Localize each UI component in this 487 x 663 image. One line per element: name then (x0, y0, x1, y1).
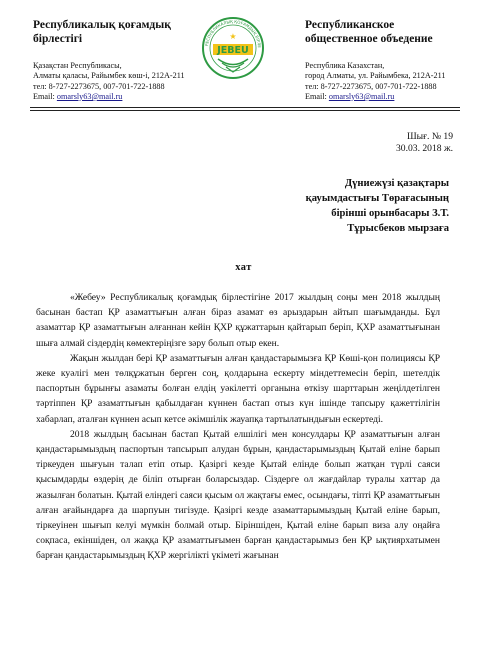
body-paragraph-3: 2018 жылдың басынан бастап Қытай елшілігі мен консулдары ҚР азаматтығын алған қандастарымыздың паспортын тапсырып алудан бұрын, қандастарымыздың Қытай еліне барып тіркеуден шығуын талап етіп отыр. Қазіргі кезде Қытай елінде болып жатқан түрлі саяси қысымдарды өздерің де біліп отырған боларсыздар. Сіздерге ол жағдайлар туралы хаттар да жазылған болатын. Қытай еліндегі саяси қысым ол жақтағы емес, осындағы, тіпті ҚР азаматтығын алған ағайындарға да шарпуын тигізуде. Қазіргі кезде азаматтарымыздың Қытай еліне барып, тіркеуінен шығып келуі мүмкін болмай отыр. Біріншіден, Қытай еліне барып виза алу оңайға соқпаса, екіншіден, ол жаққа ҚР азаматтығымен барған қандастарымыз бен ҚР ықтиярхатымен барған қандастарымыздың ҚХР жергілікті үкіметі жағынан (36, 428, 440, 562)
recipient-block (219, 176, 449, 236)
left-email-label: Email: (33, 91, 55, 101)
svg-text:★: ★ (229, 32, 237, 41)
jebeu-emblem-icon (200, 12, 266, 92)
right-email-link[interactable]: omarsly63@mail.ru (328, 91, 395, 101)
left-email-link[interactable]: omarsly63@mail.ru (56, 91, 123, 101)
jebeu-logo (200, 12, 266, 92)
header-divider-bottom (30, 110, 460, 111)
right-org-line1: Республиканское (305, 19, 395, 31)
right-address-block (305, 61, 445, 102)
left-org-line1 (33, 18, 188, 32)
letter-body (36, 290, 440, 564)
left-org-line2: бірлестігі (33, 33, 83, 45)
right-org-name (305, 18, 465, 46)
right-address-line1: Республика Казахстан, (305, 61, 385, 70)
body-paragraph-1: «Жебеу» Республикалық қоғамдық бірлестігіне 2017 жылдың соңы мен 2018 жылдың басынан бастап ҚР азаматтығын алған біраз азамат өз арыздарын айтып шағымданды. Бұл азаматтар ҚР азаматтығын алғаннан кейін ҚХР құжаттарын қайтарып беріп, ҚХР азаматтығынан шыға алмай сіздердің көмектеріңізге зәру болып отыр екен. (36, 292, 440, 349)
left-address-block (33, 61, 185, 102)
left-email-row (33, 92, 185, 102)
body-paragraph-2: Жақын жылдан бері ҚР азаматтығын алған қандастарымызға ҚР Көші-қон полициясы ҚР жеке куәлігі мен төлқұжатын берген соң, қолдарына ескерту міндеттемесін беріп, шетелдік паспортын бұрынғы азаматы болған елдің уәкілетті органына өткізу шарттарын жеңілдетілген тәртіппен ҚР азаматтығын қабылдаған күннен бастап отыз күн ішінде тапсыру қажеттілігін хабарлап, аталған күннен асып кетсе әкімшілік жауапқа тартылатындығын ескертеді. (36, 352, 440, 425)
recipient-line2: қауымдастығы Төрағасының (305, 193, 449, 204)
left-address-line1: Қазақстан Республикасы, (33, 61, 122, 70)
outgoing-reference (303, 131, 453, 155)
recipient-line3: бірінші орынбасары З.Т. (331, 208, 449, 219)
left-phone: тел: 8-727-2273675, 007-701-722-1888 (33, 81, 165, 91)
outgoing-number: Шығ. № 19 (406, 131, 453, 142)
right-address-line2: город Алматы, ул. Райымбека, 212А-211 (305, 71, 446, 81)
left-org-line1-text: Республикалық қоғамдық (33, 19, 171, 31)
recipient-line1: Дүниежүзі қазақтары (344, 178, 449, 189)
outgoing-date: 30.03. 2018 ж. (396, 143, 453, 154)
logo-wordmark: JEBEU (217, 45, 249, 56)
document-title: хат (235, 262, 252, 273)
logo-ring-text: РЕСПУБЛИКАЛЫҚ ҚОҒАМДЫҚ БІРЛЕ (204, 18, 263, 48)
right-org-line2: общественное объедение (305, 33, 433, 45)
left-address-line2: Алматы қаласы, Райымбек көш-і, 212А-211 (33, 71, 185, 81)
header-divider-top (30, 107, 460, 108)
right-phone: тел: 8-727-2273675, 007-701-722-1888 (305, 81, 437, 91)
right-email-row (305, 92, 445, 102)
left-org-name (33, 18, 188, 46)
recipient-line4: Тұрысбеков мырзаға (347, 223, 449, 234)
right-email-label: Email: (305, 91, 327, 101)
